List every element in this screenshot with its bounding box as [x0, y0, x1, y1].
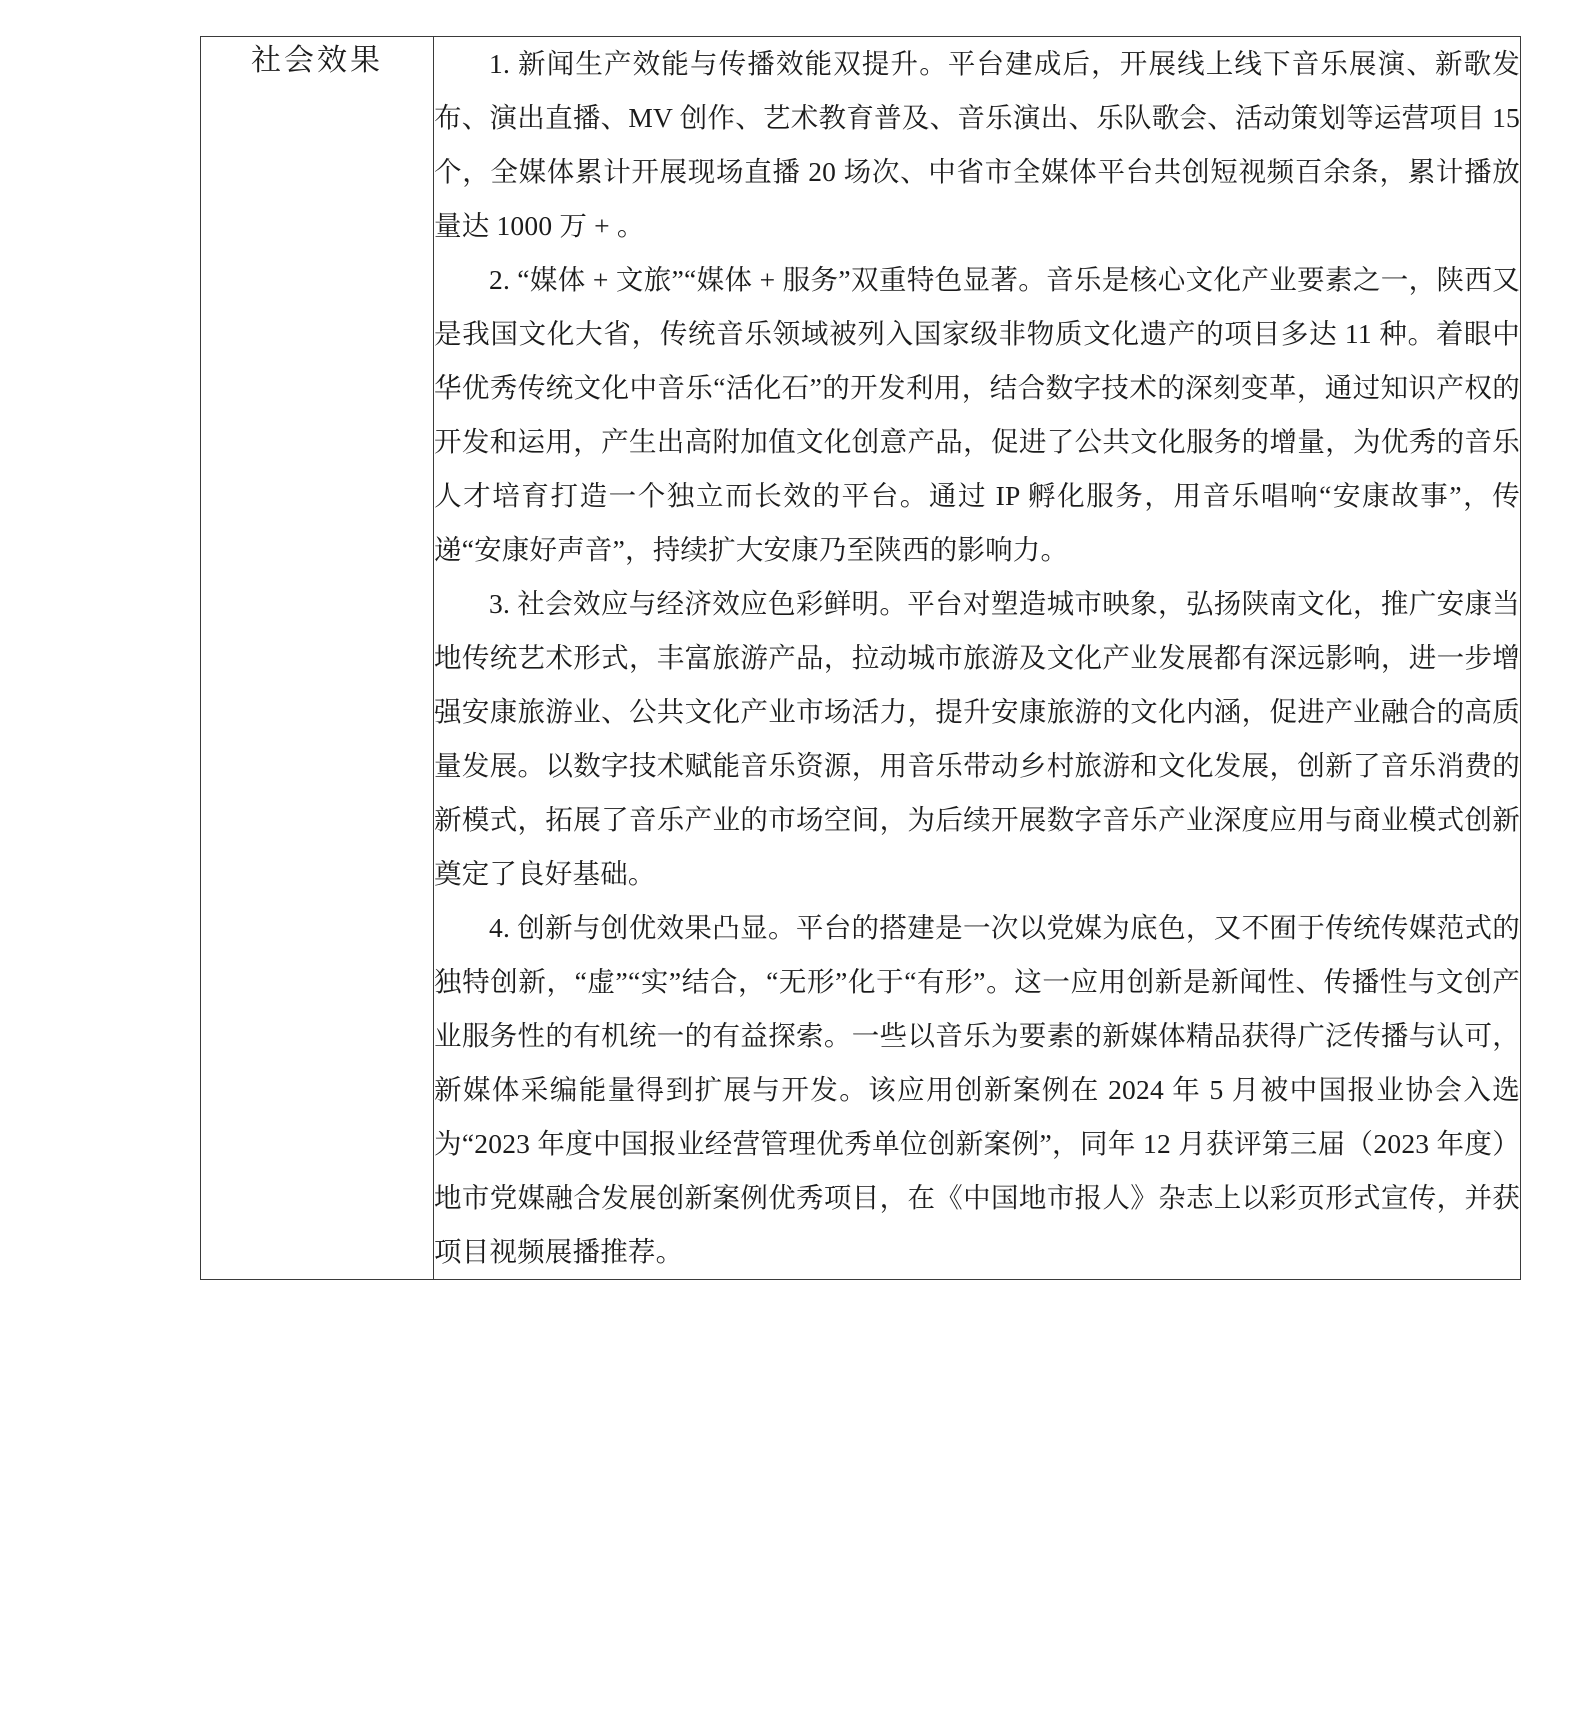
row-body-cell [434, 37, 1521, 1280]
row-label-cell [201, 37, 434, 1280]
table-row [201, 37, 1521, 1280]
content-table [200, 36, 1521, 1280]
row-label-text: 社会效果 [251, 44, 383, 77]
paragraph-4: 4. 创新与创优效果凸显。平台的搭建是一次以党媒为底色，又不囿于传统传媒范式的独特创新，“虚”“实”结合，“无形”化于“有形”。这一应用创新是新闻性、传播性与文创产业服务性的有机统一的有益探索。一些以音乐为要素的新媒体精品获得广泛传播与认可，新媒体采编能量得到扩展与开发。该应用创新案例在 2024 年 5 月被中国报业协会入选为“2023 年度中国报业经营管理优秀单位创新案例”，同年 12 月获评第三届（2023 年度）地市党媒融合发展创新案例优秀项目，在《中国地市报人》杂志上以彩页形式宣传，并获项目视频展播推荐。 [434, 912, 1520, 1267]
paragraph-1: 1. 新闻生产效能与传播效能双提升。平台建成后，开展线上线下音乐展演、新歌发布、演出直播、MV 创作、艺术教育普及、音乐演出、乐队歌会、活动策划等运营项目 15 个，全媒体累计开展现场直播 20 场次、中省市全媒体平台共创短视频百余条，累计播放量达 1000 万 + 。 [434, 48, 1520, 241]
paragraph-3: 3. 社会效应与经济效应色彩鲜明。平台对塑造城市映象，弘扬陕南文化，推广安康当地传统艺术形式，丰富旅游产品，拉动城市旅游及文化产业发展都有深远影响，进一步增强安康旅游业、公共文化产业市场活力，提升安康旅游的文化内涵，促进产业融合的高质量发展。以数字技术赋能音乐资源，用音乐带动乡村旅游和文化发展，创新了音乐消费的新模式，拓展了音乐产业的市场空间，为后续开展数字音乐产业深度应用与商业模式创新奠定了良好基础。 [434, 588, 1520, 889]
paragraph-2: 2. “媒体 + 文旅”“媒体 + 服务”双重特色显著。音乐是核心文化产业要素之一，陕西又是我国文化大省，传统音乐领域被列入国家级非物质文化遗产的项目多达 11 种。着眼中华优秀传统文化中音乐“活化石”的开发利用，结合数字技术的深刻变革，通过知识产权的开发和运用，产生出高附加值文化创意产品，促进了公共文化服务的增量，为优秀的音乐人才培育打造一个独立而长效的平台。通过 IP 孵化服务，用音乐唱响“安康故事”，传递“安康好声音”，持续扩大安康乃至陕西的影响力。 [434, 264, 1520, 565]
